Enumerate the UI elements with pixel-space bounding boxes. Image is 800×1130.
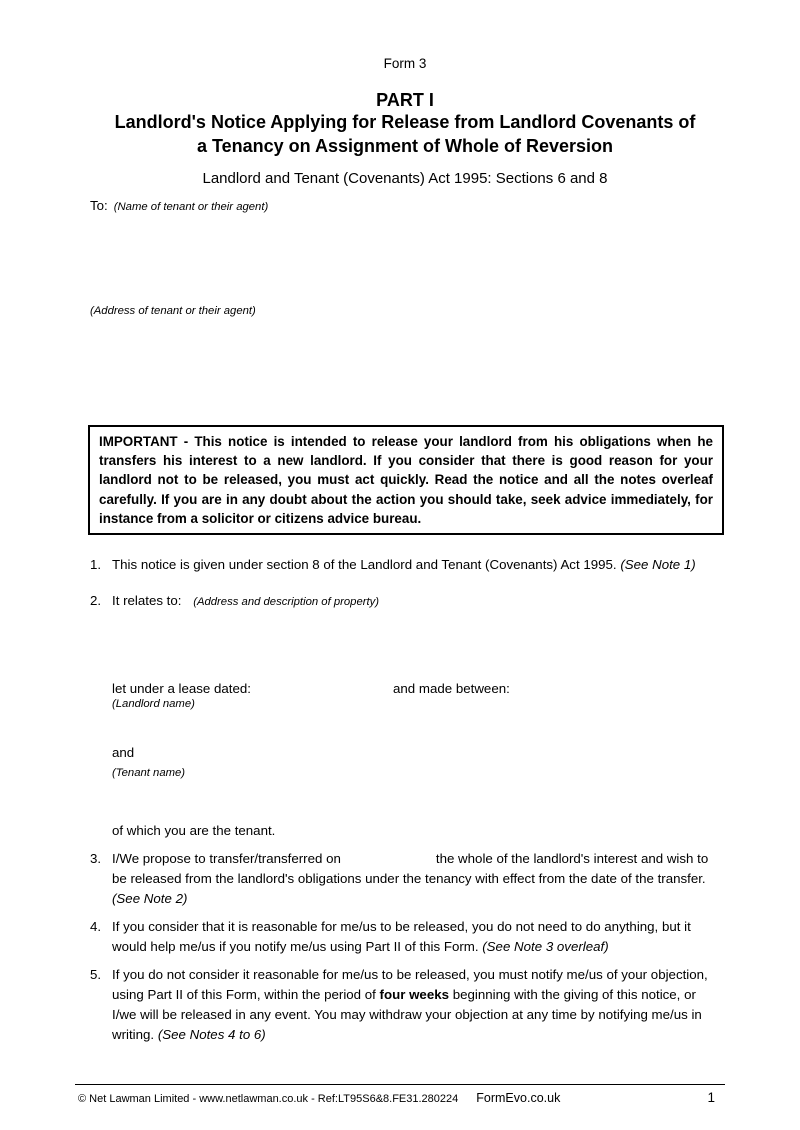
- clause-body: [112, 591, 720, 841]
- landlord-name-hint: (Landlord name): [112, 698, 195, 711]
- tenant-name-label-hint: (Tenant name): [112, 767, 186, 780]
- landlord-name-field[interactable]: [112, 711, 720, 744]
- form-number: Form 3: [383, 56, 427, 71]
- property-description-field[interactable]: [112, 612, 720, 681]
- lease-left-cell: [112, 681, 393, 697]
- tenant-name-area-field[interactable]: [112, 780, 720, 821]
- tenant-address-hint: (Address of tenant or their agent): [90, 305, 256, 317]
- to-label: To:: [90, 198, 108, 213]
- important-notice-box: [88, 425, 724, 535]
- clause-2: [90, 591, 720, 841]
- clause-text-part1: If you do not consider it reasonable for me/us to be released, you must notify me/us of your objection, using Part II of this Form, within the period of: [112, 967, 708, 1003]
- clause-number: 5.: [90, 967, 102, 983]
- lease-date-field[interactable]: [251, 681, 393, 697]
- and-label: and: [112, 745, 135, 761]
- clause-text: This notice is given under section 8 of the Landlord and Tenant (Covenants) Act 1995.: [112, 557, 617, 573]
- to-line: [90, 197, 720, 216]
- made-between-label: and made between:: [393, 681, 510, 697]
- page-footer: [75, 1084, 725, 1105]
- clause-body: [112, 849, 720, 909]
- lease-dated-label: let under a lease dated:: [112, 681, 251, 697]
- four-weeks-bold-text: four weeks: [379, 987, 450, 1003]
- clause-4: [90, 917, 720, 957]
- clause-note: (See Notes 4 to 6): [154, 1027, 266, 1043]
- clause-body: [112, 965, 720, 1045]
- clause-5: [90, 965, 720, 1045]
- clause-text-part2: beginning with the giving of this notice, or I/we will be released in any event. You may withdraw your objection at any time by notifying me/us in writing.: [112, 987, 702, 1043]
- clause-body: [112, 917, 720, 957]
- clause-text-before-date: I/We propose to transfer/transferred on: [112, 851, 341, 867]
- document-title-line1: Landlord's Notice Applying for Release from Landlord Covenants of: [114, 112, 696, 132]
- clause-text: It relates to:: [112, 593, 182, 609]
- tenant-name-field[interactable]: [90, 216, 720, 304]
- clause-note: (See Note 2): [112, 891, 188, 907]
- clause-2-line: [112, 591, 720, 612]
- document-subtitle: Landlord and Tenant (Covenants) Act 1995: Sections 6 and 8: [202, 170, 608, 187]
- tenant-name-hint: (Name of tenant or their agent): [113, 201, 269, 213]
- tenant-address-field[interactable]: [90, 318, 720, 423]
- clause-number: 2.: [90, 593, 102, 609]
- lease-line: [112, 681, 720, 697]
- clause-number: 3.: [90, 851, 102, 867]
- footer-brand: FormEvo.co.uk: [476, 1091, 561, 1105]
- important-notice-text: IMPORTANT - This notice is intended to release your landlord from his obligations when he transfers his interest to a new landlord. If you consider that there is good reason for your landlord not to be released, you must act quickly. Read the notice and all the notes overleaf carefully. If you are in any doubt about the action you should take, seek advice immediately, for instance from a solicitor or citizens advice bureau.: [99, 434, 713, 526]
- clause-1: [90, 555, 720, 575]
- tenant-closing-text: of which you are the tenant.: [112, 823, 276, 839]
- footer-page-number: 1: [707, 1090, 715, 1105]
- clause-note: (See Note 3 overleaf): [478, 939, 609, 955]
- lease-parties-field[interactable]: [510, 681, 720, 697]
- document-title-line2: a Tenancy on Assignment of Whole of Reversion: [196, 136, 614, 156]
- footer-copyright: © Net Lawman Limited - www.netlawman.co.uk - Ref:LT95S6&8.FE31.280224: [78, 1093, 459, 1105]
- property-description-hint: (Address and description of property): [193, 596, 380, 609]
- clause-text-after-date: the whole of the landlord's interest and wish to be released from the landlord's obligations under the tenancy with effect from the date of the transfer.: [112, 851, 709, 887]
- part-title: PART I: [376, 90, 434, 110]
- clause-3: [90, 849, 720, 909]
- transfer-date-field[interactable]: [341, 861, 436, 863]
- clause-number: 1.: [90, 557, 102, 573]
- clause-text: If you consider that it is reasonable for me/us to be released, you do not need to do anything, but it would help me/us if you notify me/us using Part II of this Form.: [112, 919, 691, 955]
- clause-note: (See Note 1): [616, 557, 696, 573]
- clause-body: [112, 555, 720, 575]
- clause-number: 4.: [90, 919, 102, 935]
